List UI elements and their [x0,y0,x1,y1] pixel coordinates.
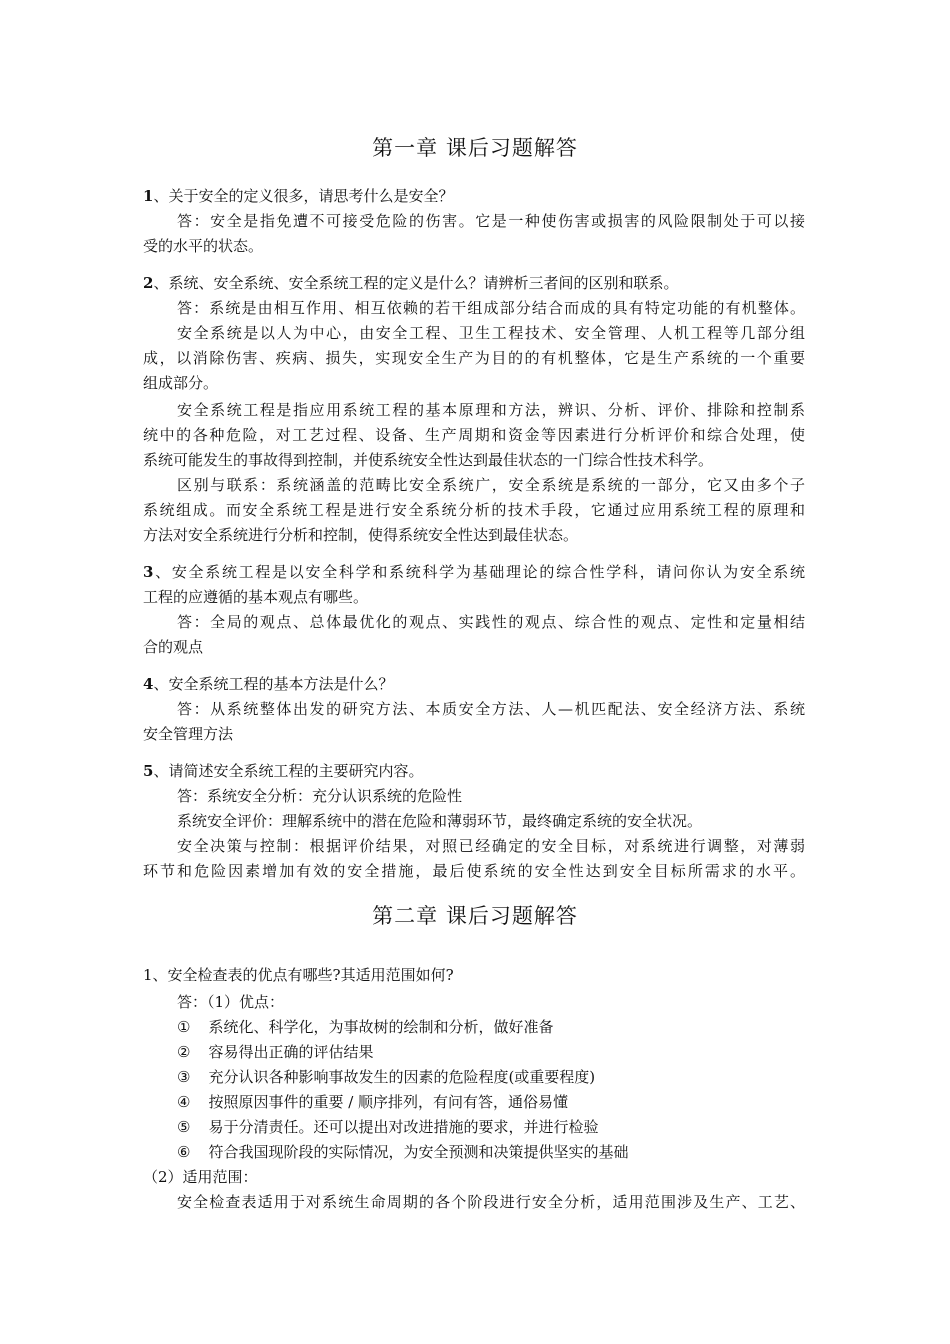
answer-2-line-3: 成，以消除伤害、疾病、损失，实现安全生产为目的的有机整体，它是生产系统的一个重要 [143,349,805,367]
answer-5-line-3: 安全决策与控制：根据评价结果，对照已经确定的安全目标，对系统进行调整，对薄弱 [177,837,805,855]
answer-2-line-1: 答：系统是由相互作用、相互依赖的若干组成部分结合而成的具有特定功能的有机整体。 [177,299,805,317]
question-2: 2、系统、安全系统、安全系统工程的定义是什么？请辨析三者间的区别和联系。 [143,274,679,292]
answer-1-line-1: 答：安全是指免遭不可接受危险的伤害。它是一种使伤害或损害的风险限制处于可以接 [177,212,805,230]
answer-5-line-2: 系统安全评价：理解系统中的潜在危险和薄弱环节，最终确定系统的安全状况。 [177,812,703,830]
advantage-item: ③ 充分认识各种影响事故发生的因素的危险程度(或重要程度) [177,1068,596,1086]
answer-3-line-2: 合的观点 [143,638,204,656]
ch2-question-1: 1、安全检查表的优点有哪些?其适用范围如何? [143,966,454,984]
question-3-line-1: 3、安全系统工程是以安全科学和系统科学为基础理论的综合性学科，请问你认为安全系统 [143,563,805,581]
advantage-item: ⑥ 符合我国现阶段的实际情况，为安全预测和决策提供坚实的基础 [177,1143,629,1161]
chapter-1-title: 第一章 课后习题解答 [372,136,578,160]
answer-1-line-2: 受的水平的状态。 [143,237,264,255]
question-3-line-2: 工程的应遵循的基本观点有哪些。 [143,588,369,606]
scope-text: 安全检查表适用于对系统生命周期的各个阶段进行安全分析，适用范围涉及生产、工艺、 [177,1193,805,1211]
answer-5-line-1: 答：系统安全分析：充分认识系统的危险性 [177,787,463,805]
answer-2-line-7: 系统可能发生的事故得到控制，并使系统安全性达到最佳状态的一门综合性技术科学。 [143,451,714,469]
answer-2-line-4: 组成部分。 [143,374,219,392]
answer-5-line-4: 环节和危险因素增加有效的安全措施，最后使系统的安全性达到安全目标所需求的水平。 [143,862,805,880]
answer-2-line-5: 安全系统工程是指应用系统工程的基本原理和方法，辨识、分析、评价、排除和控制系 [177,401,805,419]
answer-2-line-10: 方法对安全系统进行分析和控制，使得系统安全性达到最佳状态。 [143,526,579,544]
scope-heading: （2）适用范围： [143,1168,258,1186]
chapter-2-title: 第二章 课后习题解答 [372,904,578,928]
answer-4-line-2: 安全管理方法 [143,725,234,743]
question-4: 4、安全系统工程的基本方法是什么？ [143,675,394,693]
answer-2-line-8: 区别与联系：系统涵盖的范畴比安全系统广，安全系统是系统的一部分，它又由多个子 [177,476,805,494]
question-5: 5、请简述安全系统工程的主要研究内容。 [143,762,424,780]
advantage-item: ⑤ 易于分清责任。还可以提出对改进措施的要求，并进行检验 [177,1118,599,1136]
advantage-item: ④ 按照原因事件的重要 / 顺序排列，有问有答，通俗易懂 [177,1093,569,1111]
answer-4-line-1: 答：从系统整体出发的研究方法、本质安全方法、人—机匹配法、安全经济方法、系统 [177,700,805,718]
advantage-item: ① 系统化、科学化，为事故树的绘制和分析，做好准备 [177,1018,554,1036]
question-1: 1、关于安全的定义很多，请思考什么是安全？ [143,187,454,205]
answer-2-line-9: 系统组成。而安全系统工程是进行安全系统分析的技术手段，它通过应用系统工程的原理和 [143,501,805,519]
advantage-item: ② 容易得出正确的评估结果 [177,1043,374,1061]
ch2-answer-head: 答：（1）优点： [177,993,285,1011]
answer-3-line-1: 答：全局的观点、总体最优化的观点、实践性的观点、综合性的观点、定性和定量相结 [177,613,805,631]
answer-2-line-6: 统中的各种危险，对工艺过程、设备、生产周期和资金等因素进行分析评价和综合处理，使 [143,426,805,444]
answer-2-line-2: 安全系统是以人为中心，由安全工程、卫生工程技术、安全管理、人机工程等几部分组 [177,324,805,342]
